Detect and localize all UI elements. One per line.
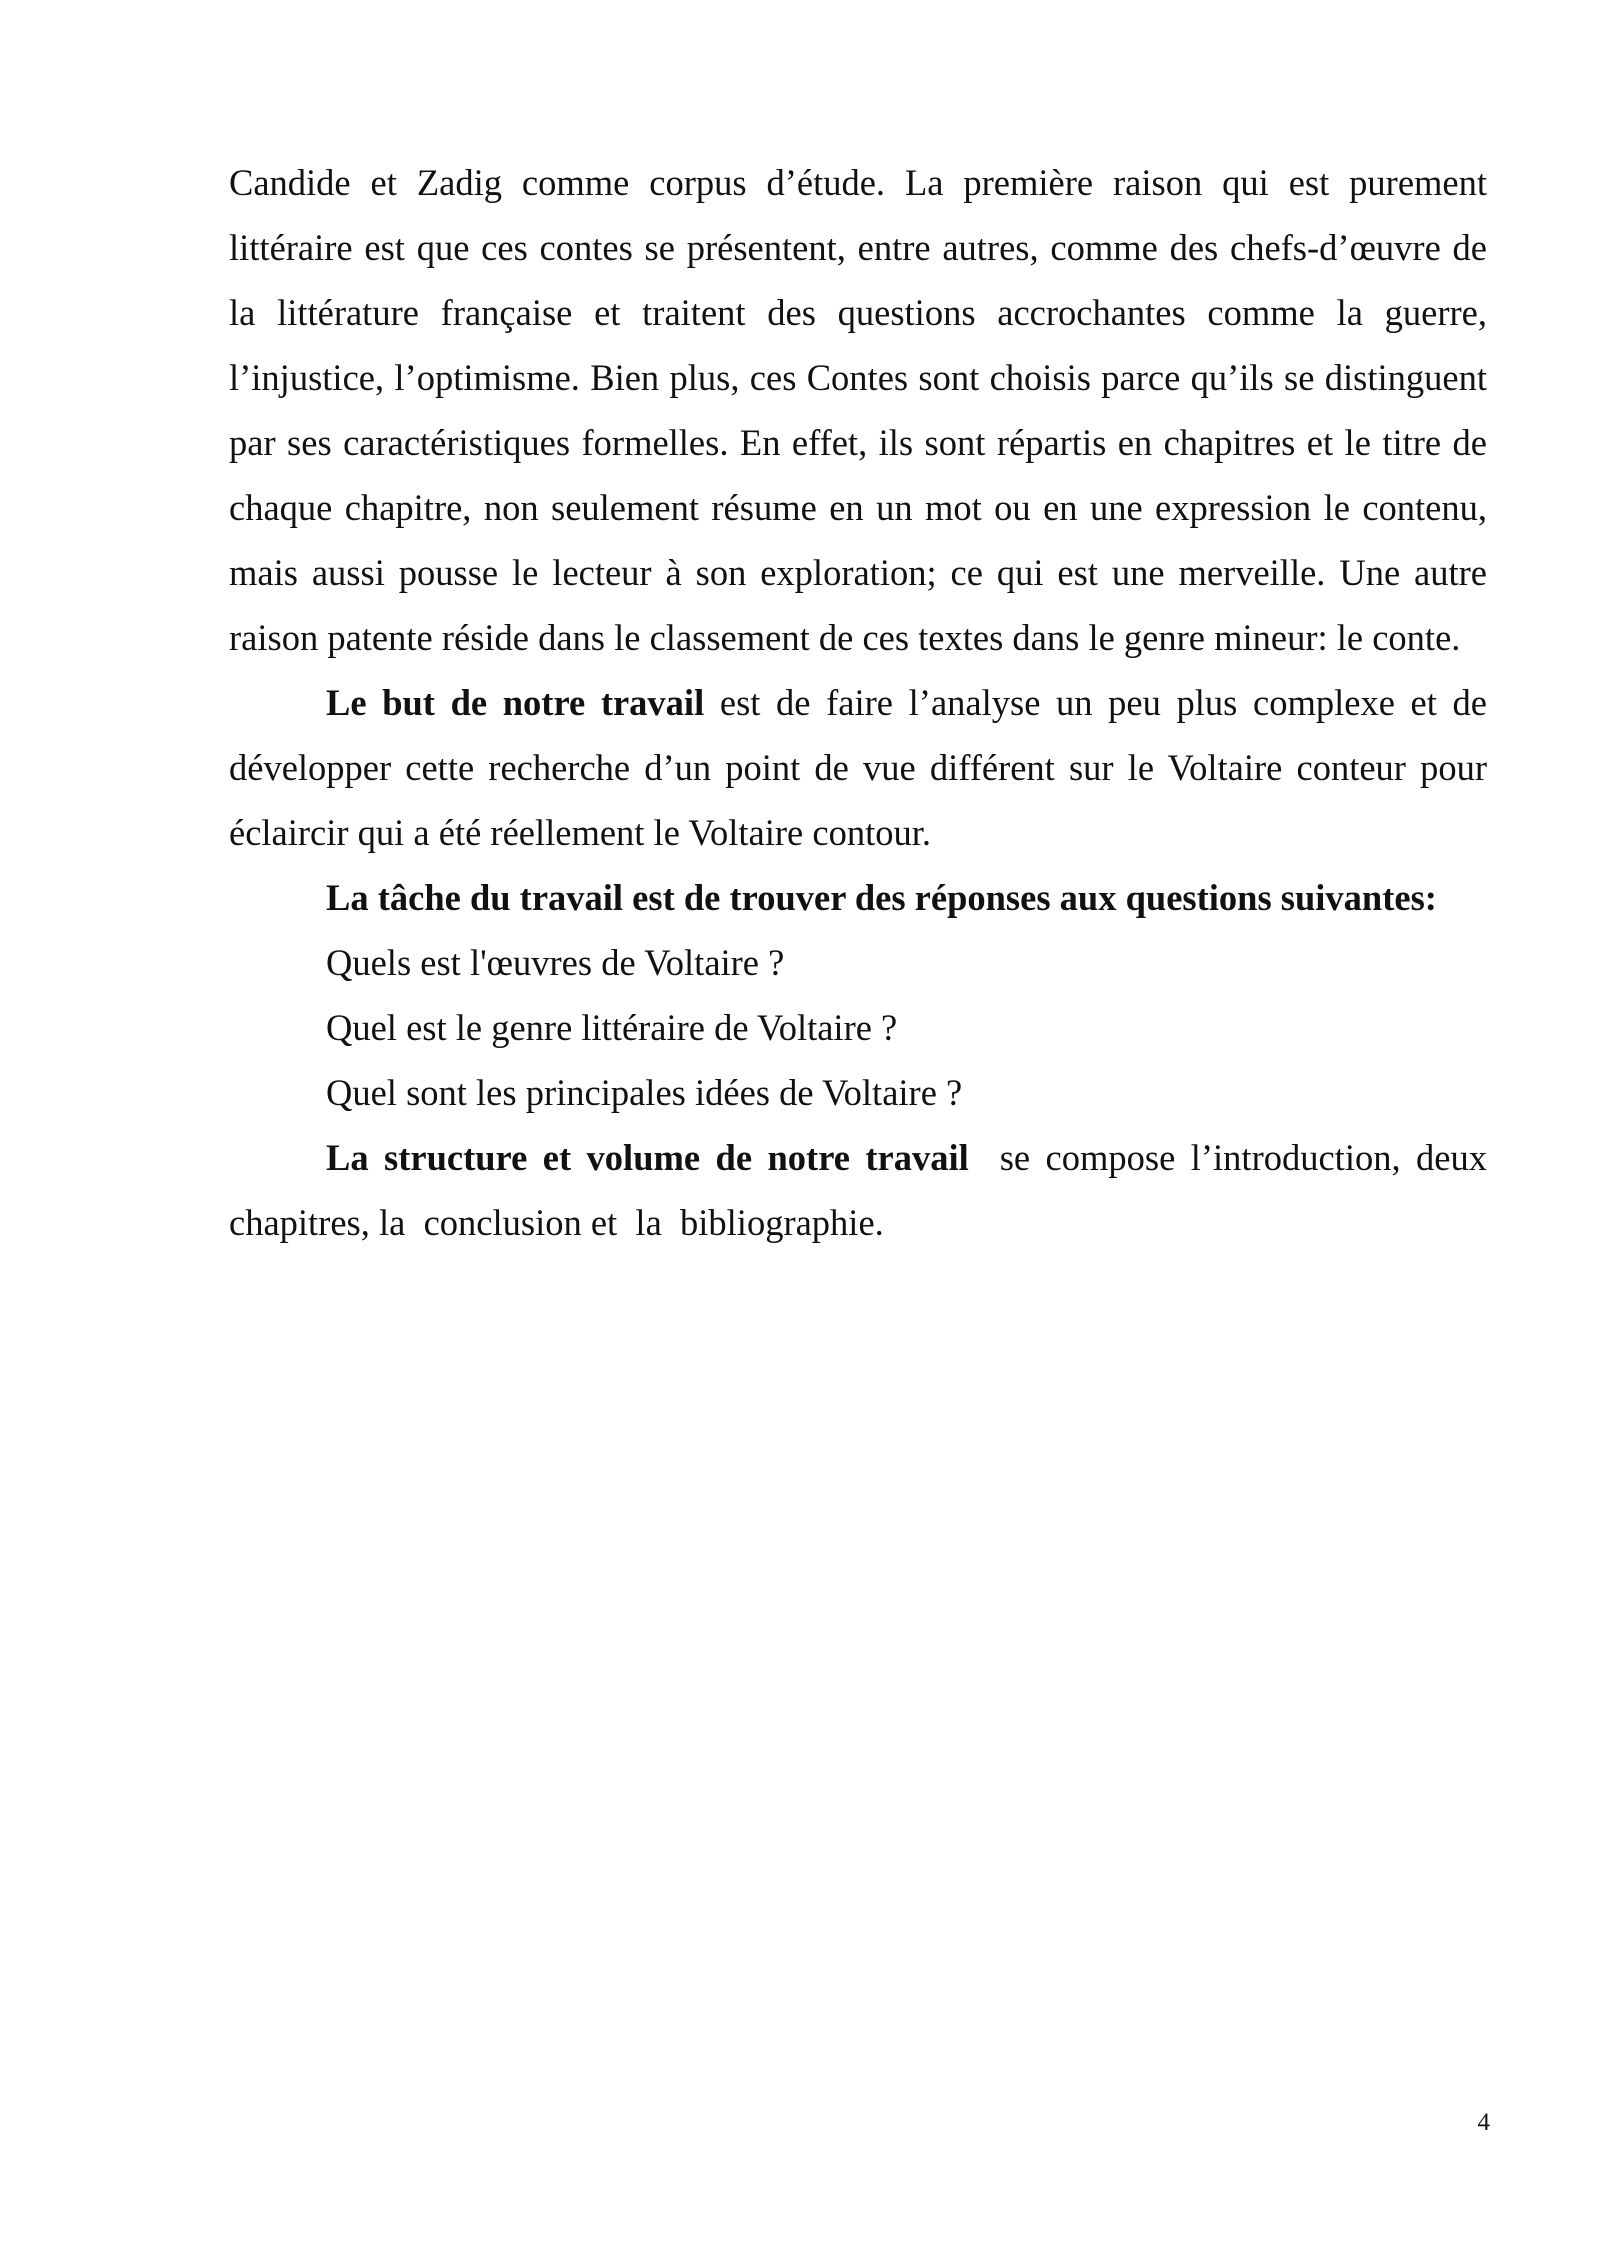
paragraph-task — [229, 865, 1487, 930]
goal-heading: Le but de notre travail — [326, 682, 705, 723]
goal-text: est de faire l’analyse un peu plus complexe et de développer cette recherche d’un point de vue différent sur le Voltaire conteur pour éclaircir qui a été réellement le Voltaire contour. — [229, 682, 1487, 853]
question-item: Quel sont les principales idées de Voltaire ? — [326, 1072, 963, 1113]
task-heading: La tâche du travail est de trouver des réponses aux questions suivantes: — [326, 877, 1437, 918]
structure-text: se compose l’introduction, deux chapitres, la conclusion et la bibliographie. — [229, 1137, 1506, 1243]
structure-heading: La structure et volume de notre travail — [326, 1137, 969, 1178]
paragraph-structure — [229, 1125, 1506, 1255]
paragraph-corpus: Candide et Zadig comme corpus d’étude. La première raison qui est purement littéraire est que ces contes se présentent, entre autres, comme des chefs-d’œuvre de la littérature française et traitent des questions accrochantes comme la guerre, l’injustice, l’optimisme. Bien plus, ces Contes sont choisis parce qu’ils se distinguent par ses caractéristiques formelles. En effet, ils sont répartis en chapitres et le titre de chaque chapitre, non seulement résume en un mot ou en une expression le contenu, mais aussi pousse le lecteur à son exploration; ce qui est une merveille. Une autre raison patente réside dans le classement de ces textes dans le genre mineur: le conte. — [229, 162, 1487, 658]
question-item: Quel est le genre littéraire de Voltaire ? — [326, 1007, 898, 1048]
paragraph-goal — [229, 670, 1487, 865]
question-item: Quels est l'œuvres de Voltaire ? — [326, 942, 785, 983]
page-number: 4 — [1477, 2109, 1490, 2136]
document-body — [229, 150, 1506, 1255]
